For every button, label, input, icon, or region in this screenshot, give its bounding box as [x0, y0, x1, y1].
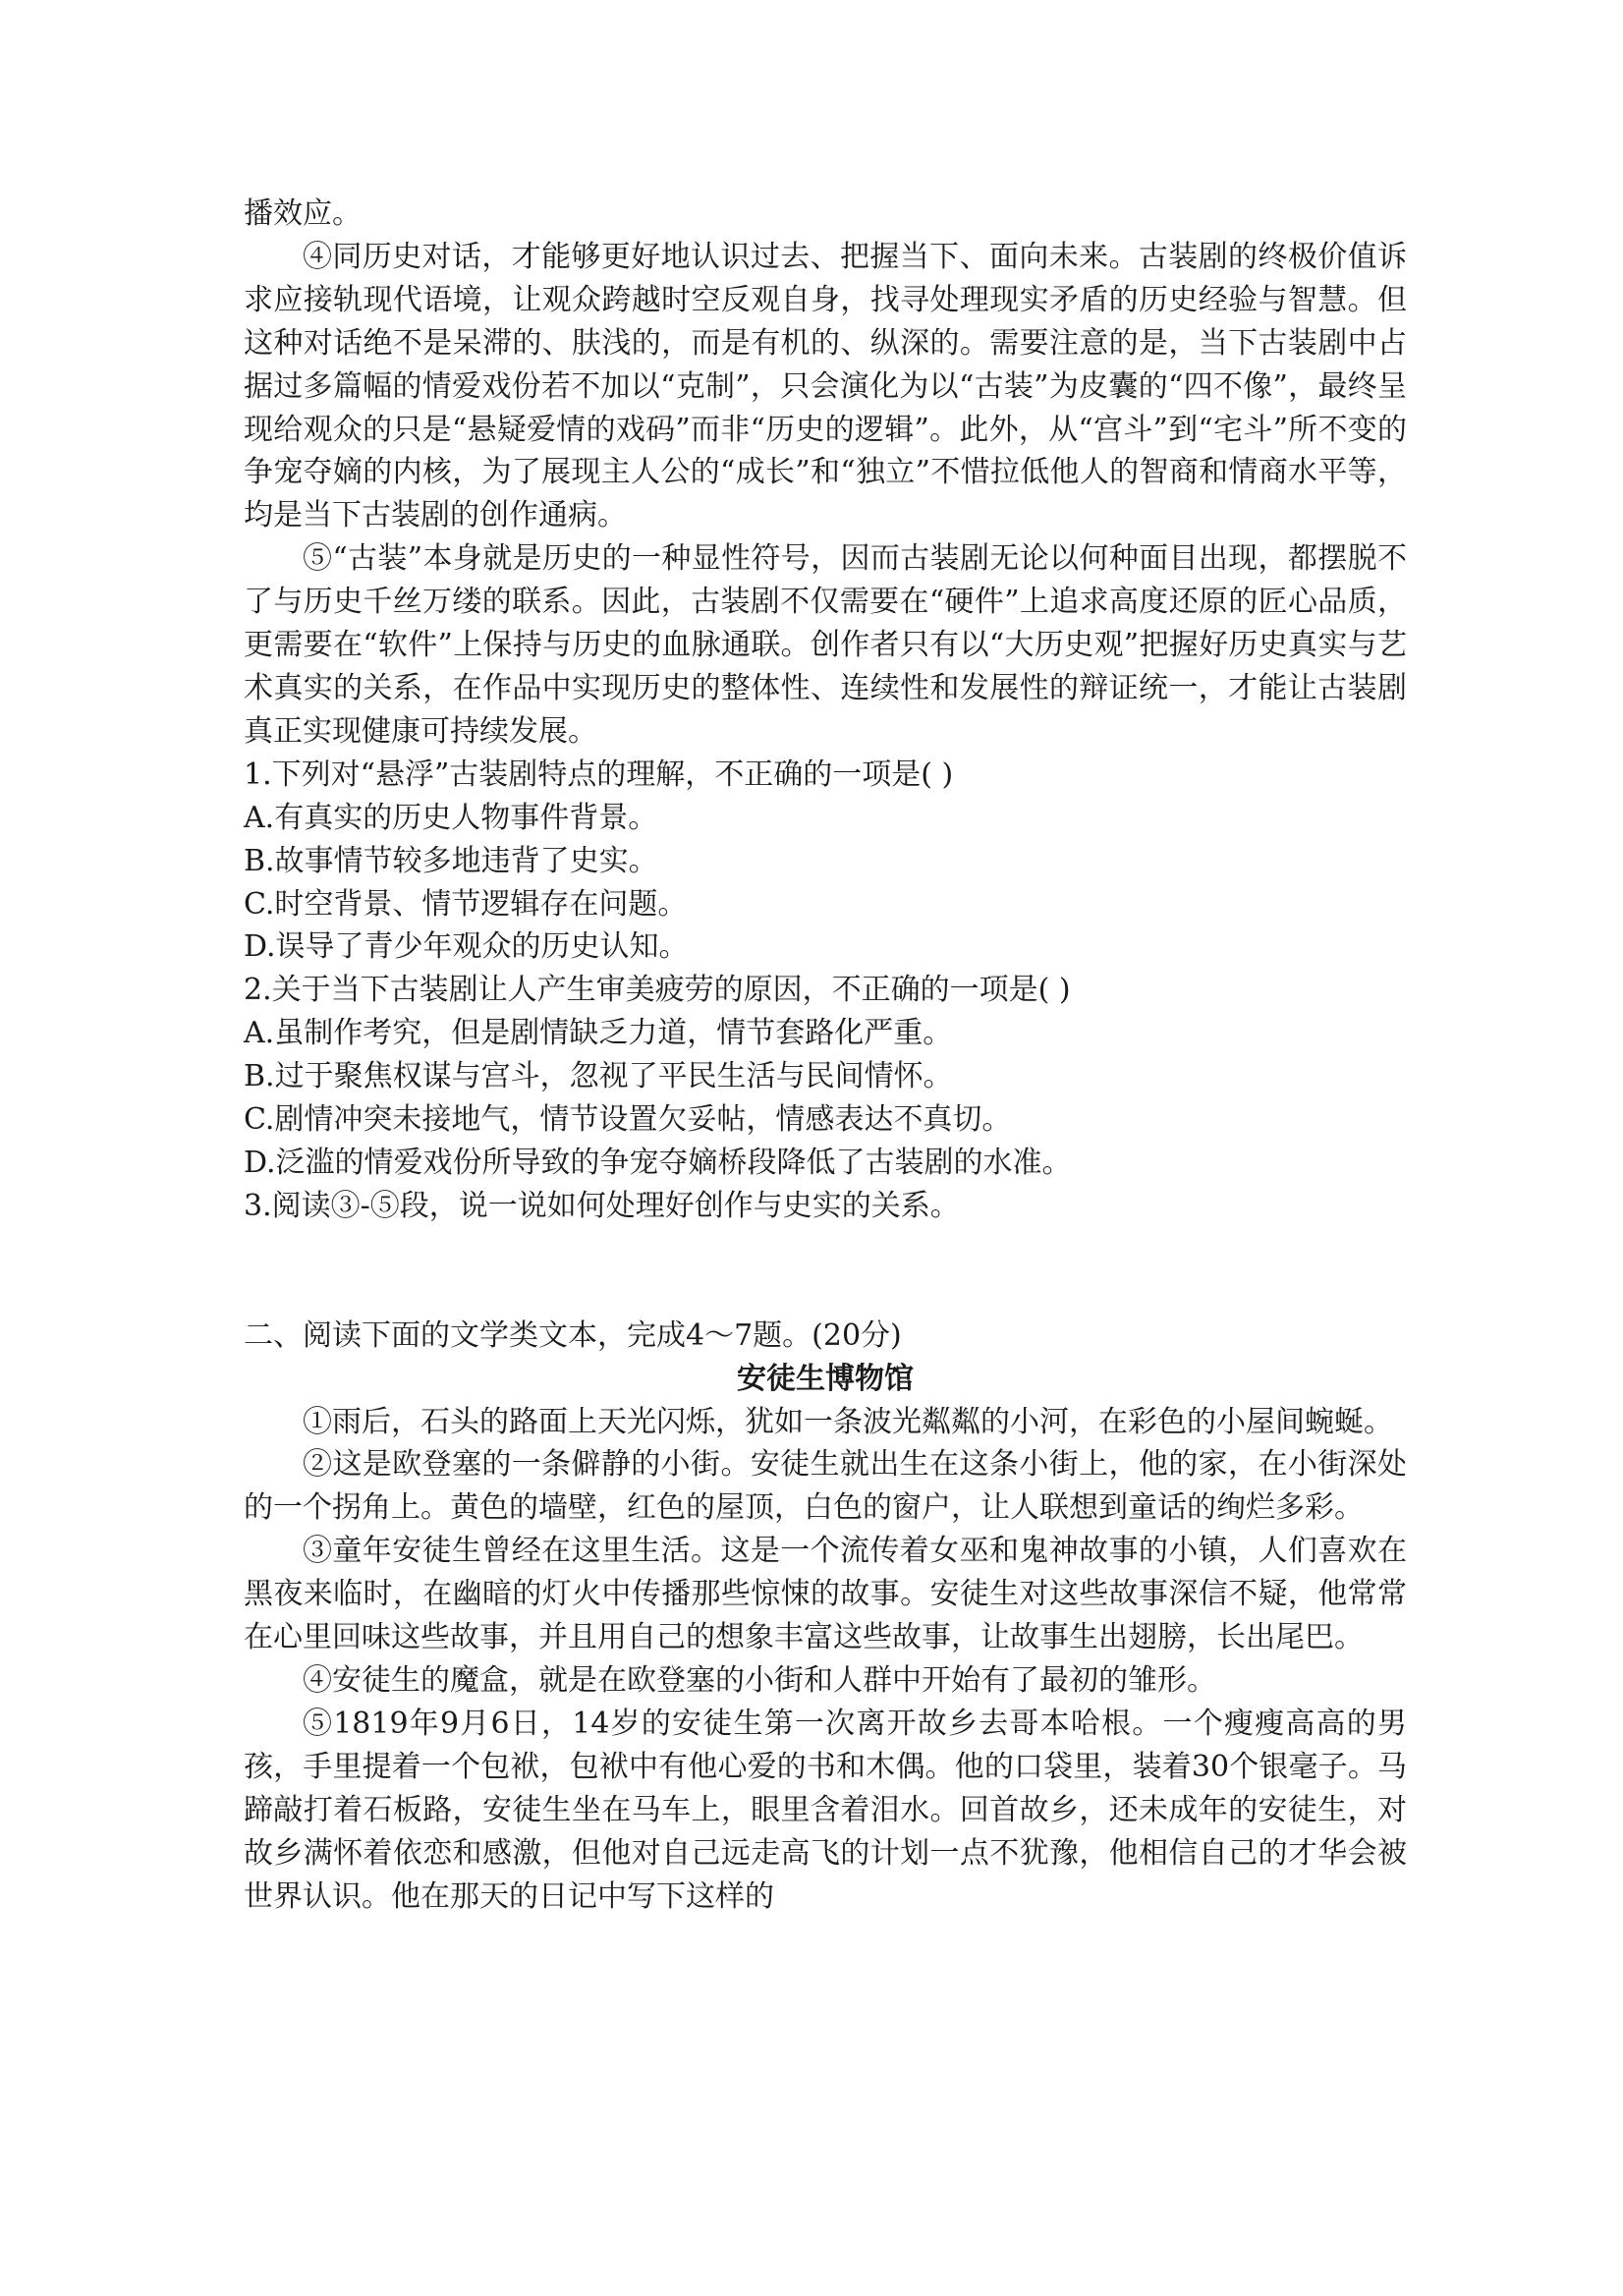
article-paragraph-4: ④安徒生的魔盒，就是在欧登塞的小街和人群中开始有了最初的雏形。	[303, 1663, 1216, 1698]
paragraph-4: ④同历史对话，才能够更好地认识过去、把握当下、面向未来。古装剧的终极价值诉求应接轨现代语境，让观众跨越时空反观自身，找寻处理现实矛盾的历史经验与智慧。但这种对话绝不是呆滞的、肤浅的，而是有机的、纵深的。需要注意的是，当下古装剧中占据过多篇幅的情爱戏份若不加以“克制”，只会演化为以“古装”为皮囊的“四不像”，最终呈现给观众的只是“悬疑爱情的戏码”而非“历史的逻辑”。此外，从“宫斗”到“宅斗”所不变的争宠夺嫡的内核，为了展现主人公的“成长”和“独立”不惜拉低他人的智商和情商水平等，均是当下古装剧的创作通病。	[244, 239, 1407, 533]
question-2-option-a: A.虽制作考究，但是剧情缺乏力道，情节套路化严重。	[244, 1016, 953, 1051]
article-paragraph-3: ③童年安徒生曾经在这里生活。这是一个流传着女巫和鬼神故事的小镇，人们喜欢在黑夜来临时，在幽暗的灯火中传播那些惊悚的故事。安徒生对这些故事深信不疑，他常常在心里回味这些故事，并且用自己的想象丰富这些故事，让故事生出翅膀，长出尾巴。	[244, 1534, 1407, 1655]
question-2-option-b: B.过于聚焦权谋与宫斗，忽视了平民生活与民间情怀。	[244, 1059, 953, 1094]
article-paragraph-2: ②这是欧登塞的一条僻静的小街。安徒生就出生在这条小街上，他的家，在小街深处的一个拐角上。黄色的墙壁，红色的屋顶，白色的窗户，让人联想到童话的绚烂多彩。	[244, 1447, 1407, 1526]
paragraph-5: ⑤“古装”本身就是历史的一种显性符号，因而古装剧无论以何种面目出现，都摆脱不了与历史千丝万缕的联系。因此，古装剧不仅需要在“硬件”上追求高度还原的匠心品质，更需要在“软件”上保持与历史的血脉通联。创作者只有以“大历史观”把握好历史真实与艺术真实的关系，在作品中实现历史的整体性、连续性和发展性的辩证统一，才能让古装剧真正实现健康可持续发展。	[244, 541, 1407, 749]
article-title: 安徒生博物馆	[737, 1361, 914, 1396]
section-gap	[244, 1228, 1407, 1315]
paragraph-continuation: 播效应。	[244, 196, 362, 231]
question-1-option-a: A.有真实的历史人物事件背景。	[244, 800, 658, 835]
article-paragraph-1: ①雨后，石头的路面上天光闪烁，犹如一条波光粼粼的小河，在彩色的小屋间蜿蜒。	[303, 1404, 1393, 1439]
article-paragraph-5: ⑤1819年9月6日，14岁的安徒生第一次离开故乡去哥本哈根。一个瘦瘦高高的男孩，手里提着一个包袱，包袱中有他心爱的书和木偶。他的口袋里，装着30个银毫子。马蹄敲打着石板路，安徒生坐在马车上，眼里含着泪水。回首故乡，还未成年的安徒生，对故乡满怀着依恋和感激，但他对自己远走高飞的计划一点不犹豫，他相信自己的才华会被世界认识。他在那天的日记中写下这样的	[244, 1706, 1407, 1914]
question-1-stem: 1.下列对“悬浮”古装剧特点的理解，不正确的一项是( )	[244, 756, 954, 792]
question-2-option-c: C.剧情冲突未接地气，情节设置欠妥帖，情感表达不真切。	[244, 1102, 1012, 1138]
question-2-stem: 2.关于当下古装剧让人产生审美疲劳的原因，不正确的一项是( )	[244, 973, 1071, 1008]
question-2-option-d: D.泛滥的情爱戏份所导致的争宠夺嫡桥段降低了古装剧的水准。	[244, 1145, 1072, 1180]
document-page	[244, 193, 1407, 1918]
question-3: 3.阅读③-⑤段，说一说如何处理好创作与史实的关系。	[244, 1188, 960, 1223]
section-2-heading: 二、阅读下面的文学类文本，完成4～7题。(20分)	[244, 1317, 902, 1353]
question-1	[244, 754, 1407, 970]
question-1-option-b: B.故事情节较多地违背了史实。	[244, 843, 658, 878]
question-2	[244, 969, 1407, 1185]
question-1-option-c: C.时空背景、情节逻辑存在问题。	[244, 886, 688, 922]
question-1-option-d: D.误导了青少年观众的历史认知。	[244, 929, 689, 965]
